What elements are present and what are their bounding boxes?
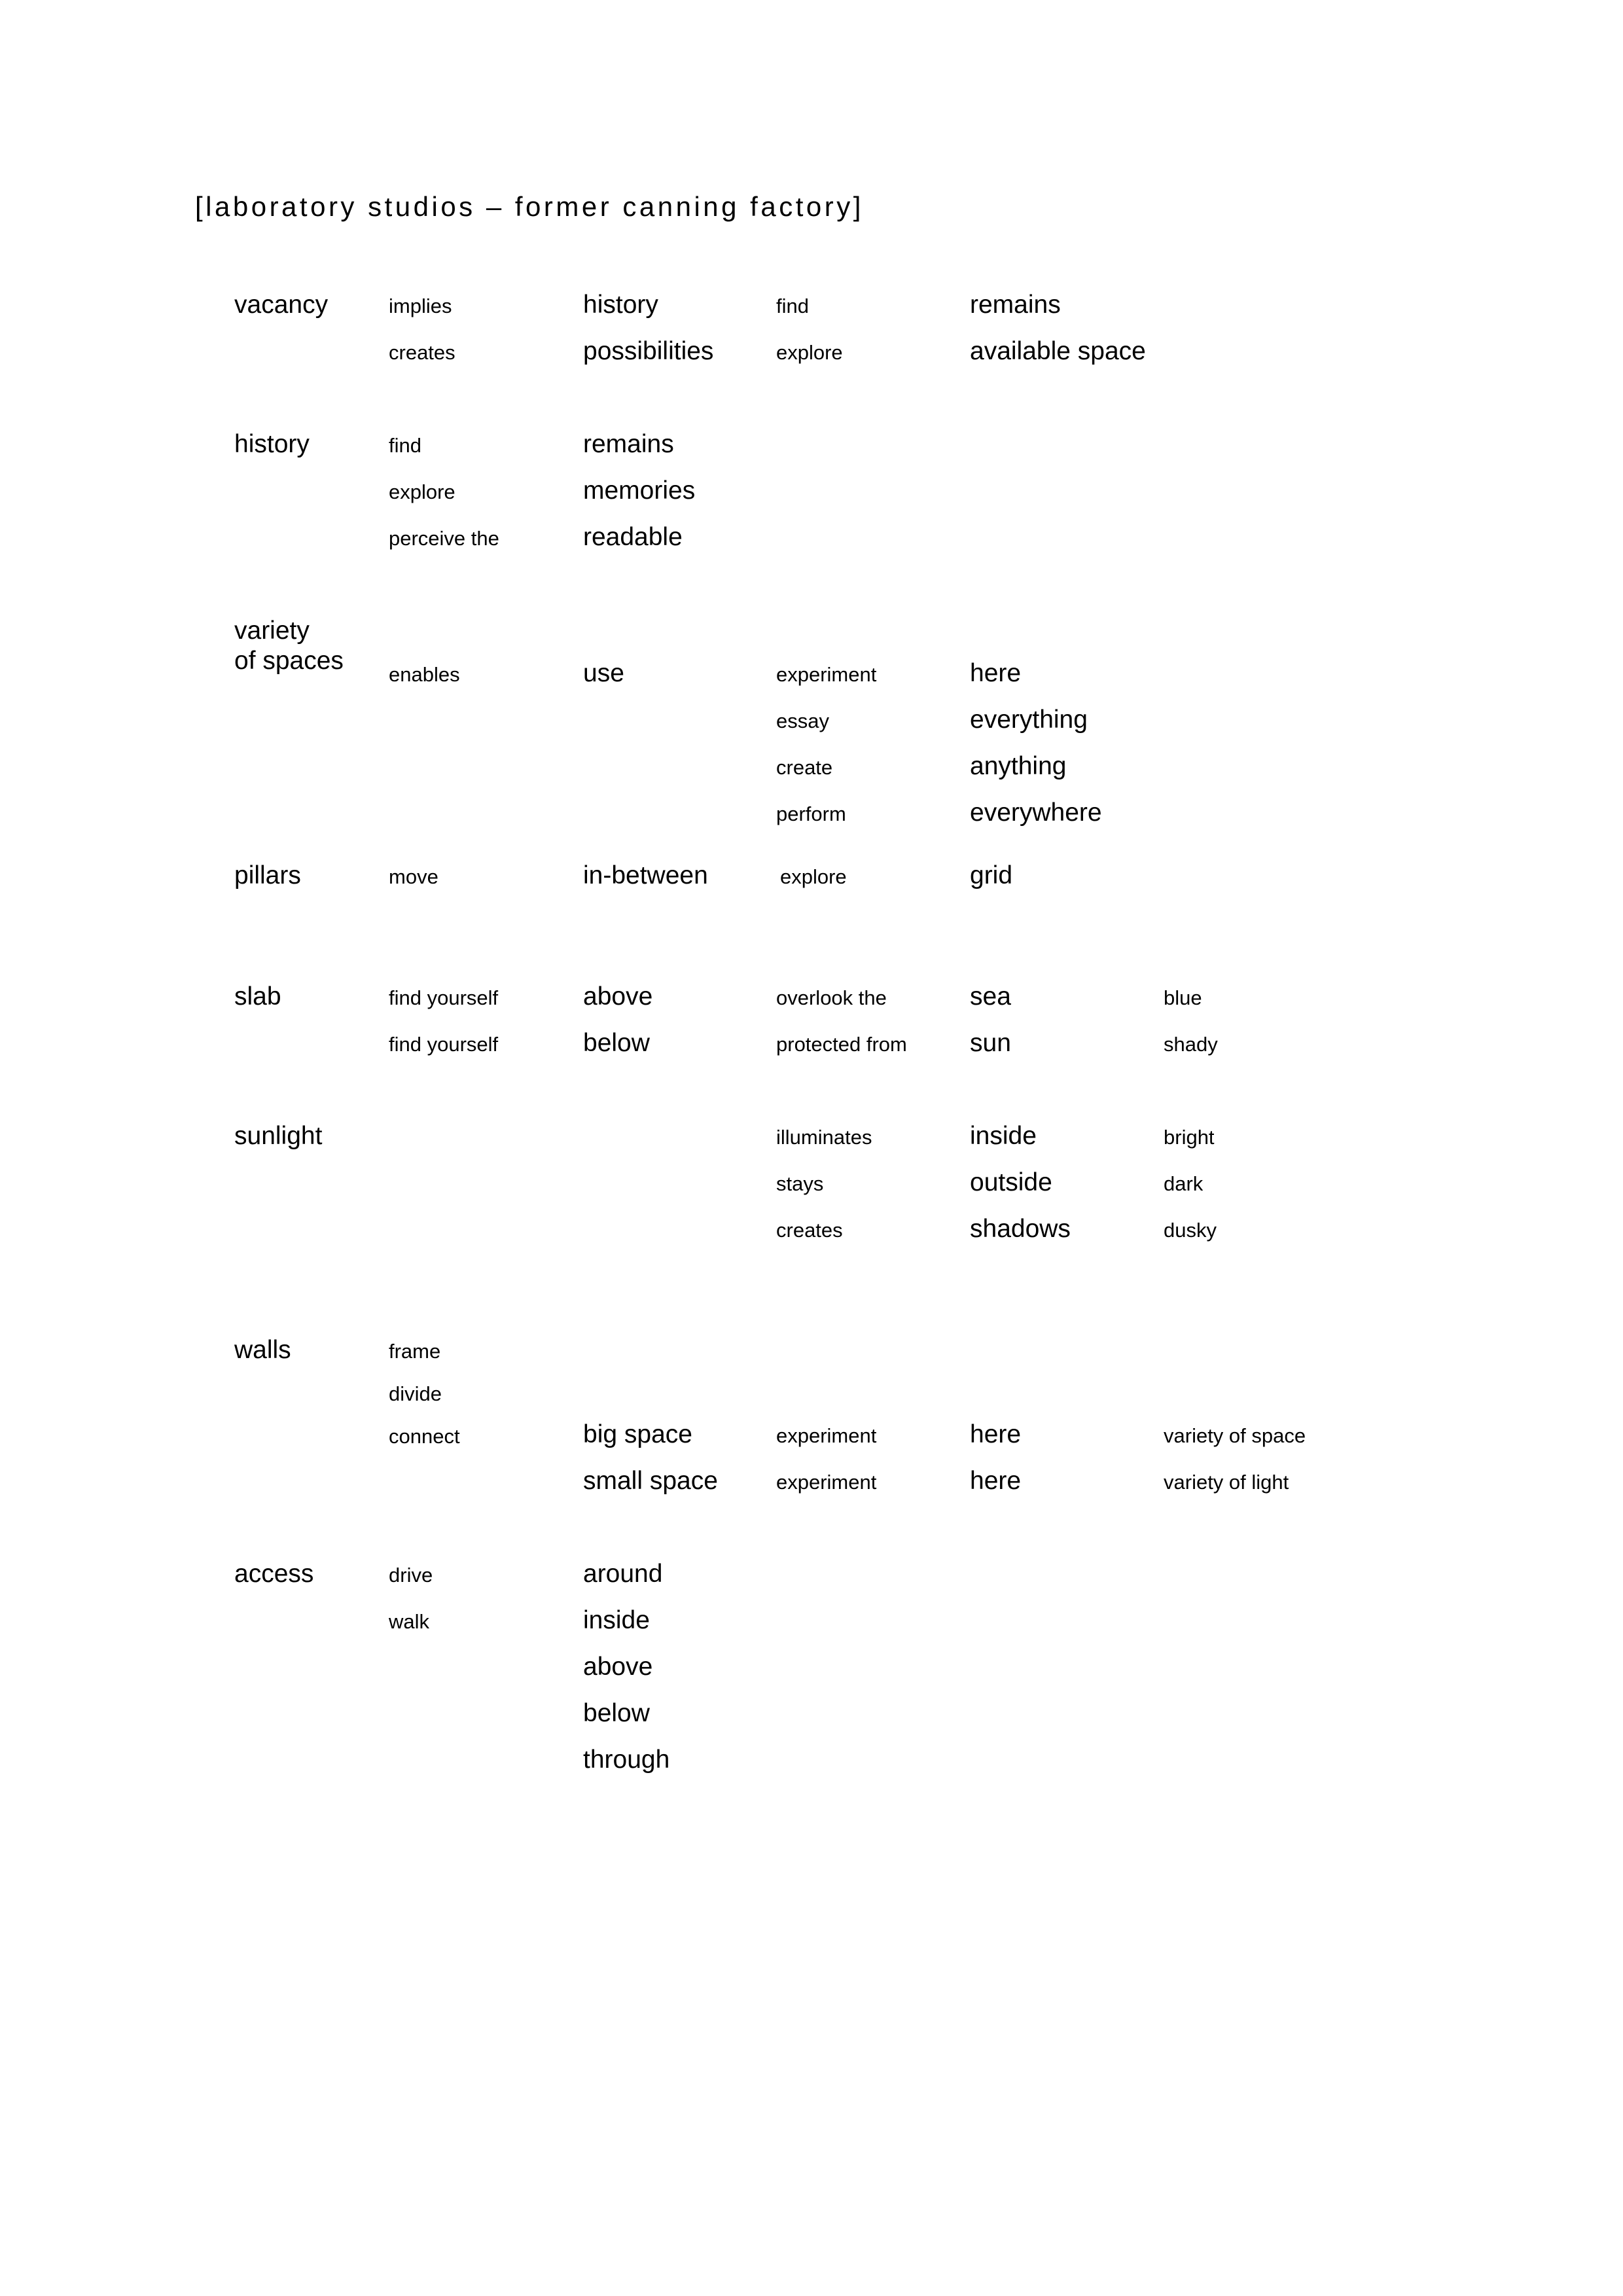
grid-word: find yourself (389, 986, 499, 1009)
grid-word: find (389, 434, 421, 457)
grid-word: remains (583, 430, 674, 458)
grid-word: possibilities (583, 337, 714, 365)
grid-word: shady (1164, 1033, 1218, 1056)
grid-word: remains (970, 291, 1061, 319)
row-heading: of spaces (234, 647, 344, 675)
grid-word: readable (583, 523, 683, 551)
grid-word: creates (776, 1219, 843, 1242)
grid-word: perform (776, 802, 846, 825)
grid-word: variety of space (1164, 1424, 1306, 1447)
row-heading: access (234, 1560, 314, 1588)
page-title: [laboratory studios – former canning factory] (195, 191, 864, 222)
grid-word: walk (389, 1610, 430, 1633)
grid-word: explore (389, 480, 455, 503)
grid-word: variety of light (1164, 1471, 1289, 1494)
grid-word: grid (970, 861, 1013, 889)
grid-word: enables (389, 663, 460, 686)
grid-word: dusky (1164, 1219, 1217, 1242)
grid-word: explore (780, 865, 847, 888)
grid-word: here (970, 659, 1022, 687)
grid-word: below (583, 1029, 650, 1057)
grid-word: create (776, 756, 833, 779)
grid-word: implies (389, 295, 452, 317)
grid-word: perceive the (389, 527, 499, 550)
grid-word: here (970, 1420, 1022, 1448)
grid-word: inside (970, 1122, 1037, 1150)
grid-word: sun (970, 1029, 1011, 1057)
grid-word: essay (776, 709, 829, 732)
row-heading: vacancy (234, 291, 329, 319)
grid-word: illuminates (776, 1126, 872, 1149)
grid-word: connect (389, 1425, 460, 1448)
grid-word: dark (1164, 1172, 1204, 1195)
grid-word: here (970, 1467, 1022, 1495)
row-heading: history (234, 430, 310, 458)
grid-word: experiment (776, 1471, 877, 1494)
row-heading: pillars (234, 861, 301, 889)
grid-word: bright (1164, 1126, 1215, 1149)
grid-word: experiment (776, 1424, 877, 1447)
grid-word: overlook the (776, 986, 887, 1009)
grid-word: outside (970, 1168, 1052, 1196)
grid-word: divide (389, 1382, 442, 1405)
grid-word: frame (389, 1340, 441, 1363)
grid-word: everywhere (970, 798, 1102, 827)
grid-word: sea (970, 982, 1011, 1011)
grid-word: stays (776, 1172, 824, 1195)
row-heading: slab (234, 982, 281, 1011)
grid-word: find (776, 295, 809, 317)
grid-word: drive (389, 1564, 433, 1587)
grid-word: around (583, 1560, 663, 1588)
grid-word: available space (970, 337, 1146, 365)
grid-word: history (583, 291, 658, 319)
grid-word: big space (583, 1420, 692, 1448)
grid-word: inside (583, 1606, 650, 1634)
grid-word: in-between (583, 861, 708, 889)
row-heading: walls (234, 1336, 291, 1364)
grid-word: above (583, 982, 653, 1011)
grid-word: move (389, 865, 438, 888)
grid-word: use (583, 659, 624, 687)
grid-word: memories (583, 476, 696, 505)
row-heading: variety (234, 617, 310, 645)
grid-word: creates (389, 341, 455, 364)
grid-word: through (583, 1746, 670, 1774)
grid-word: protected from (776, 1033, 907, 1056)
grid-word: blue (1164, 986, 1202, 1009)
grid-word: explore (776, 341, 843, 364)
grid-word: small space (583, 1467, 718, 1495)
grid-word: above (583, 1653, 653, 1681)
row-heading: sunlight (234, 1122, 323, 1150)
grid-word: shadows (970, 1215, 1071, 1243)
grid-word: anything (970, 752, 1067, 780)
grid-word: everything (970, 706, 1088, 734)
grid-word: below (583, 1699, 650, 1727)
grid-word: experiment (776, 663, 877, 686)
grid-word: find yourself (389, 1033, 499, 1056)
